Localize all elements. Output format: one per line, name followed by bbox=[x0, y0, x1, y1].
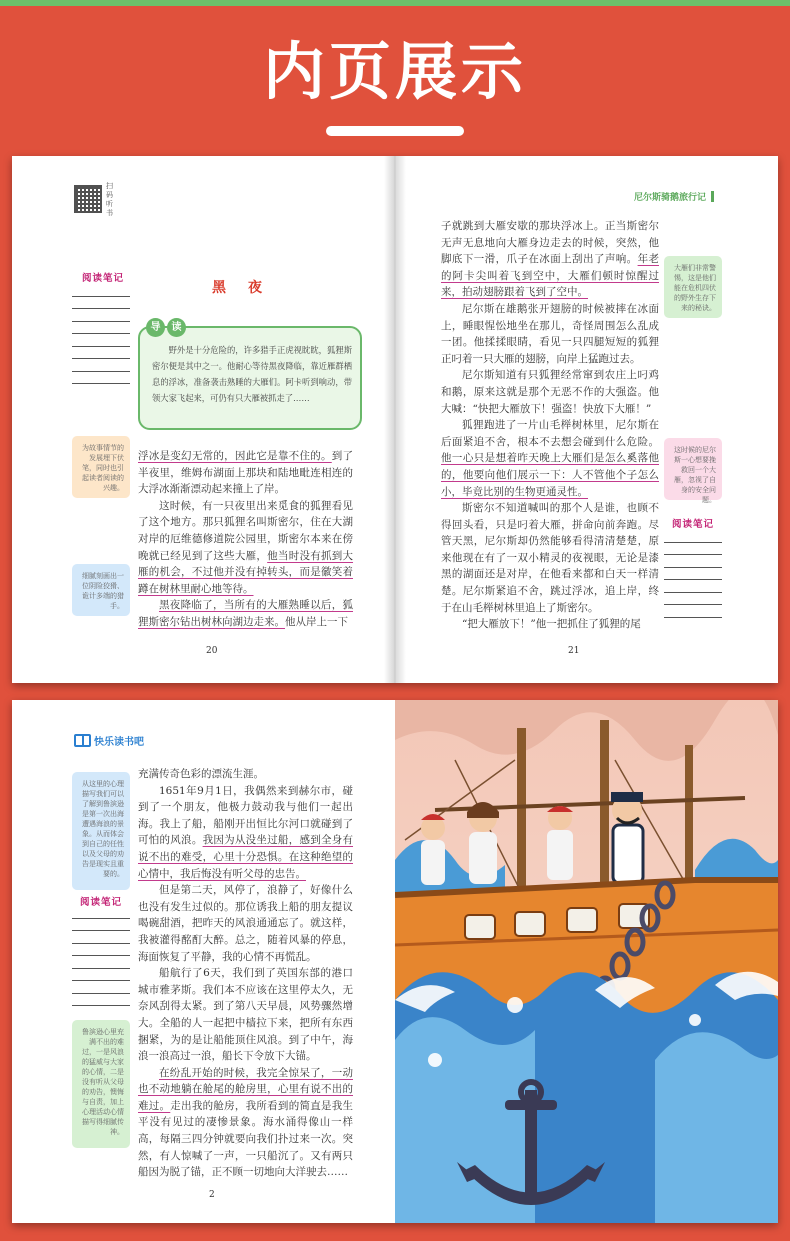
page-number: 2 bbox=[209, 1190, 215, 1200]
page-2 bbox=[12, 700, 395, 1223]
paragraph bbox=[138, 766, 353, 783]
heading-underline bbox=[326, 126, 464, 136]
paragraph bbox=[138, 882, 353, 965]
side-note: 从这里的心理描写我们可以了解到鲁滨逊是第一次出海遭遇海浪的景象。从而体会到自己的任性以及父母的劝告是现实且重要的。 bbox=[72, 772, 130, 890]
text-run: 他从岸上一下 bbox=[285, 615, 348, 628]
side-note: 鲁滨逊心里充满不出的难过，一是风浪的猛威与大家的心情，二是没有听从父母的劝告，懊悔与自责，加上心理活动心情描写得细腻传神。 bbox=[72, 1020, 130, 1148]
text-run: “把大雁放下！”他一把抓住了狐狸的尾 bbox=[462, 618, 641, 631]
gutter bbox=[384, 156, 406, 683]
running-head-bar bbox=[711, 191, 714, 202]
page-20 bbox=[12, 156, 395, 683]
text-run: 尼尔斯知道有只狐狸经常窜到农庄上叼鸡和鹅，原来这就是那个无恶不作的大强盗。他大喊：“快把大雁放下！强盗！快放下大雁！” bbox=[441, 369, 659, 415]
reading-notes-lines bbox=[72, 284, 130, 384]
side-note: 为故事情节的发展埋下伏笔，同时也引起读者阅读的兴趣。 bbox=[72, 436, 130, 498]
book-icon bbox=[74, 734, 91, 747]
reading-notes-title: 阅读笔记 bbox=[80, 897, 123, 908]
page-heading: 内页展示 bbox=[262, 35, 527, 108]
page-21 bbox=[406, 156, 778, 683]
paragraph bbox=[138, 498, 353, 598]
body-text bbox=[138, 766, 353, 1181]
paragraph bbox=[138, 1065, 353, 1181]
reading-notes-lines bbox=[72, 906, 130, 1006]
top-accent-bar bbox=[0, 0, 790, 6]
text-run: 狐狸跑进了一片山毛榉树林里，尼尔斯在后面紧追不舍，根本不去想会碰到什么危险。 bbox=[441, 419, 659, 448]
reading-notes-title: 阅读笔记 bbox=[82, 273, 125, 284]
text-run: 走出我的舱房，我所看到的简直是我生平没有见过的凄惨景象。海水涌得像山一样高，每隔三四分钟就要向我们扑过来一次。突然，有人惊喊了一声，一只船沉了。又有两只船因为脱了锚，正不顾一切地向大洋驶去…… bbox=[138, 1099, 354, 1179]
marked-sentence: 浮冰是变幻无常的，因此它是靠不住的。 bbox=[138, 450, 332, 462]
text-run: 船航行了6天，我们到了英国东部的港口城市雅茅斯。我们本不应该在这里停太久，无奈风刮得太紧。到了第八天早晨，风势骤然增大。全船的人一起把中樯拉下来，把所有东西捆紧，为的是让船能顶住风浪。到了中午，海浪一浪高过一浪，船长下令放下大锚。 bbox=[138, 967, 353, 1063]
paragraph bbox=[138, 965, 353, 1065]
guide-badge-char: 读 bbox=[167, 318, 186, 337]
text-run: 子就跳到大雁安歇的那块浮冰上。正当斯密尔无声无息地向大雁身边走去的时候，突然，他脚底下一滑，爪子在冰面上刮出了声响。 bbox=[441, 220, 659, 266]
paragraph bbox=[441, 500, 659, 616]
text-run: 但是第二天，风停了，浪静了，好像什么也没有发生过似的。那位诱我上船的朋友提议喝碗甜酒，把昨天的风浪通通忘了。就这样，我被灌得酩酊大醉。总之，随着风暴的停息，海面恢复了平静，我的心情不再慌乱。 bbox=[138, 884, 353, 963]
page-number: 21 bbox=[568, 646, 580, 656]
qr-label: 扫码听书 bbox=[106, 182, 113, 217]
guide-badge bbox=[146, 318, 186, 337]
text-run: 斯密尔不知道喊叫的那个人是谁，也顾不得回头看，只是叼着大雁，拼命向前奔跑。尽管天黑，尼尔斯却仍然能够看得清清楚楚，原来他现在有了一双小精灵的夜视眼，无论是漆黑的湖面还是对岸，在他看来都和白天一样清楚。尼尔斯紧追不舍，跳过浮冰，追上岸，终于在山毛榉树林里追上了斯密尔。 bbox=[441, 502, 659, 614]
paragraph bbox=[441, 367, 659, 417]
marked-sentence: 黑夜降临了，当所有的大雁熟睡以后，狐狸斯密尔钻出树林向湖边走来。 bbox=[138, 599, 353, 628]
paragraph bbox=[138, 783, 353, 883]
brand-label bbox=[74, 733, 144, 748]
guide-text: 野外是十分危险的，许多猎手正虎视眈眈，狐狸斯密尔便是其中之一。他耐心等待黑夜降临，靠近雁群栖息的浮冰，准备袭击熟睡的大雁们。阿卡听到响动，带领大家飞起来，可仍有只大雁被抓走了…… bbox=[152, 345, 352, 403]
paragraph bbox=[441, 218, 659, 301]
text-run: 到了半夜里，维姆布湖面上那块和陆地毗连相连的大浮冰渐渐漂动起来撞上了岸。 bbox=[138, 450, 354, 496]
text-run: 这时候，有一只夜里出来觅食的狐狸看见了这个地方。那只狐狸名叫斯密尔，住在大湖对岸的厄维德修道院公园里，斯密尔本来在傍晚就已经见到了这些大雁， bbox=[138, 499, 353, 562]
running-head: 尼尔斯骑鹅旅行记 bbox=[634, 193, 707, 203]
marked-sentence: 在纷乱开始的时候，我完全惊呆了，一动也不动地躺在舱尾的舱房里，心里有说不出的难过。 bbox=[138, 1066, 353, 1112]
side-note: 这时候的尼尔斯一心想要挽救回一个大雁，忽视了自身的安全问题。 bbox=[664, 438, 722, 500]
body-text bbox=[138, 448, 353, 631]
page-number: 20 bbox=[206, 646, 218, 656]
side-note: 大雁们非常警惕，这是他们能在危机四伏的野外生存下来的秘诀。 bbox=[664, 256, 722, 318]
book-spread-1 bbox=[12, 156, 778, 683]
book-spread-2 bbox=[12, 700, 778, 1223]
text-run: 充满传奇色彩的漂流生涯。 bbox=[138, 768, 264, 780]
marked-sentence: 他当时没有抓到大雁的机会，不过他并没有掉转头，而是徽笑着蹲在树林里耐心地等待。 bbox=[138, 549, 354, 595]
paragraph bbox=[441, 616, 659, 633]
guide-box bbox=[138, 326, 362, 430]
text-run: 尼尔斯在雄鹅张开翅膀的时候被摔在冰面上，睡眼惺忪地坐在那儿，奇怪周围怎么乱成一团。他揉揉眼睛，看见一只四腿短短的狐狸正叼着一只大雁的翅膀，向岸上猛跑过去。 bbox=[441, 302, 659, 365]
paragraph bbox=[441, 301, 659, 367]
paragraph bbox=[138, 448, 353, 498]
qr-code-icon[interactable] bbox=[74, 185, 102, 213]
chapter-title: 黑 夜 bbox=[212, 280, 266, 296]
marked-sentence: 年老的阿卡尖叫着飞到空中，大雁们顿时惊醒过来，拍动翅膀跟着飞到了空中。 bbox=[441, 253, 659, 299]
marked-sentence: 他一心只是想着昨天晚上大雁们是怎么奚落他的，他要向他们展示一下：人不管他个子怎么小，毕竟比别的生物更通灵性。 bbox=[441, 452, 659, 498]
illustration-svg bbox=[395, 700, 778, 1223]
reading-notes-title: 阅读笔记 bbox=[672, 519, 715, 530]
brand-text: 快乐读书吧 bbox=[94, 737, 144, 748]
paragraph bbox=[441, 417, 659, 500]
marked-sentence: 我因为从没坐过船，感到全身有说不出的难受，心里十分恐惧。在这种绝望的心情中，我后悔没有听父母的忠告。 bbox=[138, 834, 354, 880]
body-text bbox=[441, 218, 659, 633]
side-note: 细腻刻画出一位阴险狡猾、诡计多端的猎手。 bbox=[72, 564, 130, 616]
guide-badge-char: 导 bbox=[146, 318, 165, 337]
reading-notes-lines bbox=[664, 530, 722, 618]
ship-in-storm-illustration bbox=[395, 700, 778, 1223]
text-run: 1651年9月1日，我偶然来到赫尔市，碰到了一个朋友，他极力鼓动我与他们一起出海。我上了船，船刚开出恒比尔河口就碰到了可怕的风浪。 bbox=[138, 784, 353, 847]
paragraph bbox=[138, 597, 353, 630]
